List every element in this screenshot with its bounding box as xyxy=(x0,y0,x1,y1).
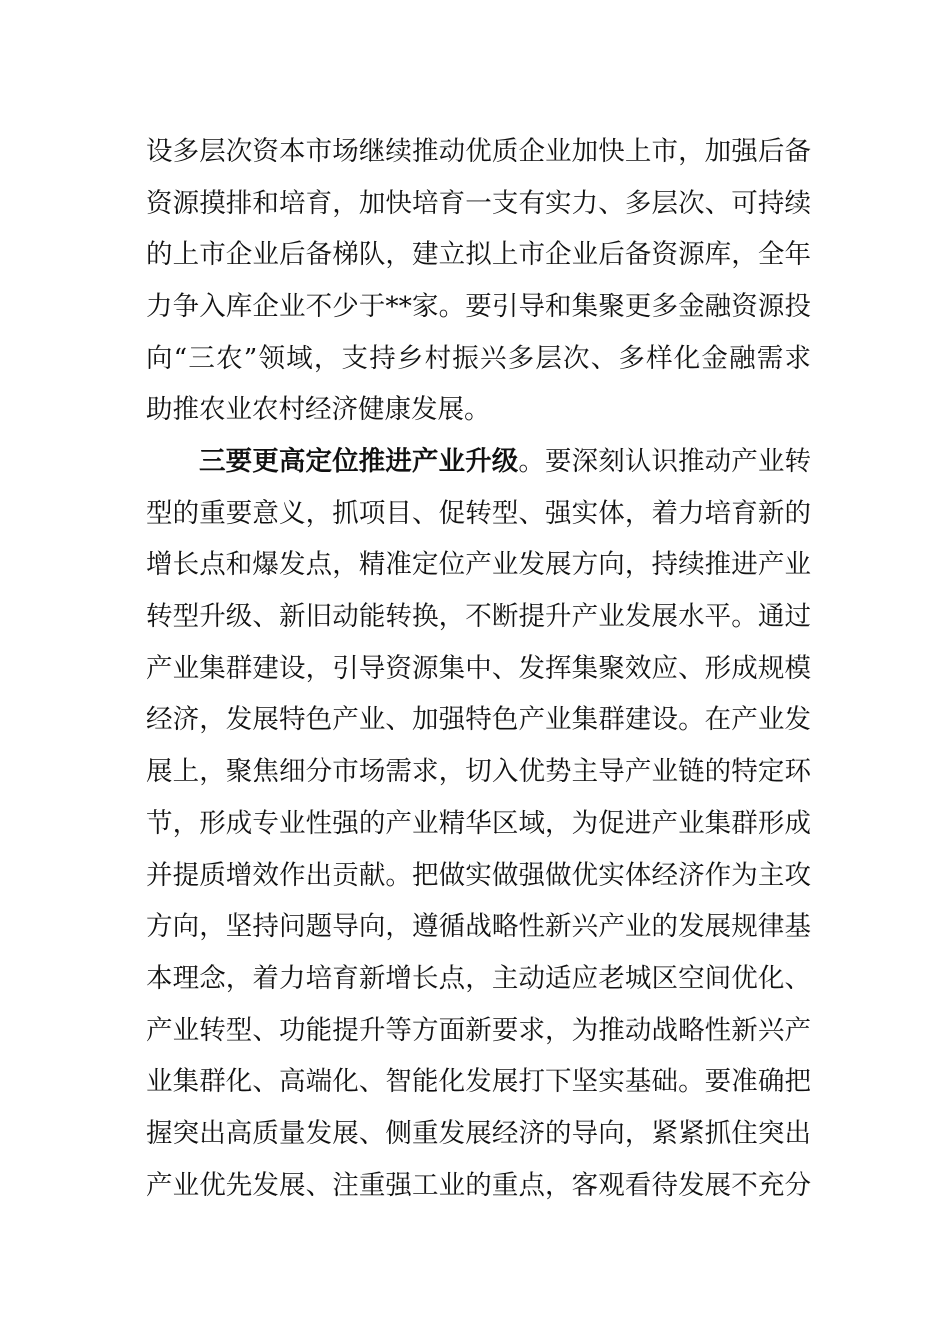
paragraph-line: 业集群化、高端化、智能化发展打下坚实基础。要准确把 xyxy=(146,1066,811,1098)
paragraph-line: 握突出高质量发展、侧重发展经济的导向，紧紧抓住突出 xyxy=(146,1117,811,1149)
paragraph-line: 转型升级、新旧动能转换，不断提升产业发展水平。通过 xyxy=(146,601,811,633)
paragraph-line: 设多层次资本市场继续推动优质企业加快上市，加强后备 xyxy=(146,136,811,167)
paragraph-line: 产业集群建设，引导资源集中、发挥集聚效应、形成规模 xyxy=(146,652,811,684)
paragraph-line: 并提质增效作出贡献。把做实做强做优实体经济作为主攻 xyxy=(146,859,811,891)
paragraph-line: 增长点和爆发点，精准定位产业发展方向，持续推进产业 xyxy=(146,549,811,581)
paragraph-line: 型的重要意义，抓项目、促转型、强实体，着力培育新的 xyxy=(146,497,811,529)
paragraph-line: 资源摸排和培育，加快培育一支有实力、多层次、可持续 xyxy=(146,187,811,219)
paragraph-line: 节，形成专业性强的产业精华区域，为促进产业集群形成 xyxy=(146,807,811,839)
paragraph-first-line xyxy=(146,436,811,488)
first-line-text: 。要深刻认识推动产业转 xyxy=(518,446,812,477)
paragraph-2 xyxy=(146,436,811,1211)
paragraph-line: 力争入库企业不少于**家。要引导和集聚更多金融资源投 xyxy=(146,291,811,323)
paragraph-line: 产业优先发展、注重强工业的重点，客观看待发展不充分 xyxy=(146,1169,811,1201)
paragraph-line: 助推农业农村经济健康发展。 xyxy=(146,394,491,426)
paragraph-line: 的上市企业后备梯队，建立拟上市企业后备资源库，全年 xyxy=(146,239,811,271)
paragraph-line: 本理念，着力培育新增长点，主动适应老城区空间优化、 xyxy=(146,962,811,994)
paragraph-line: 经济，发展特色产业、加强特色产业集群建设。在产业发 xyxy=(146,704,811,736)
paragraph-line: 展上，聚焦细分市场需求，切入优势主导产业链的特定环 xyxy=(146,756,811,788)
section-heading: 三要更高定位推进产业升级 xyxy=(199,446,519,477)
paragraph-line: 产业转型、功能提升等方面新要求，为推动战略性新兴产 xyxy=(146,1014,811,1046)
paragraph-1 xyxy=(146,126,811,436)
paragraph-line: 方向，坚持问题导向，遵循战略性新兴产业的发展规律基 xyxy=(146,911,811,943)
paragraph-line: 向“三农”领域，支持乡村振兴多层次、多样化金融需求 xyxy=(146,342,811,374)
